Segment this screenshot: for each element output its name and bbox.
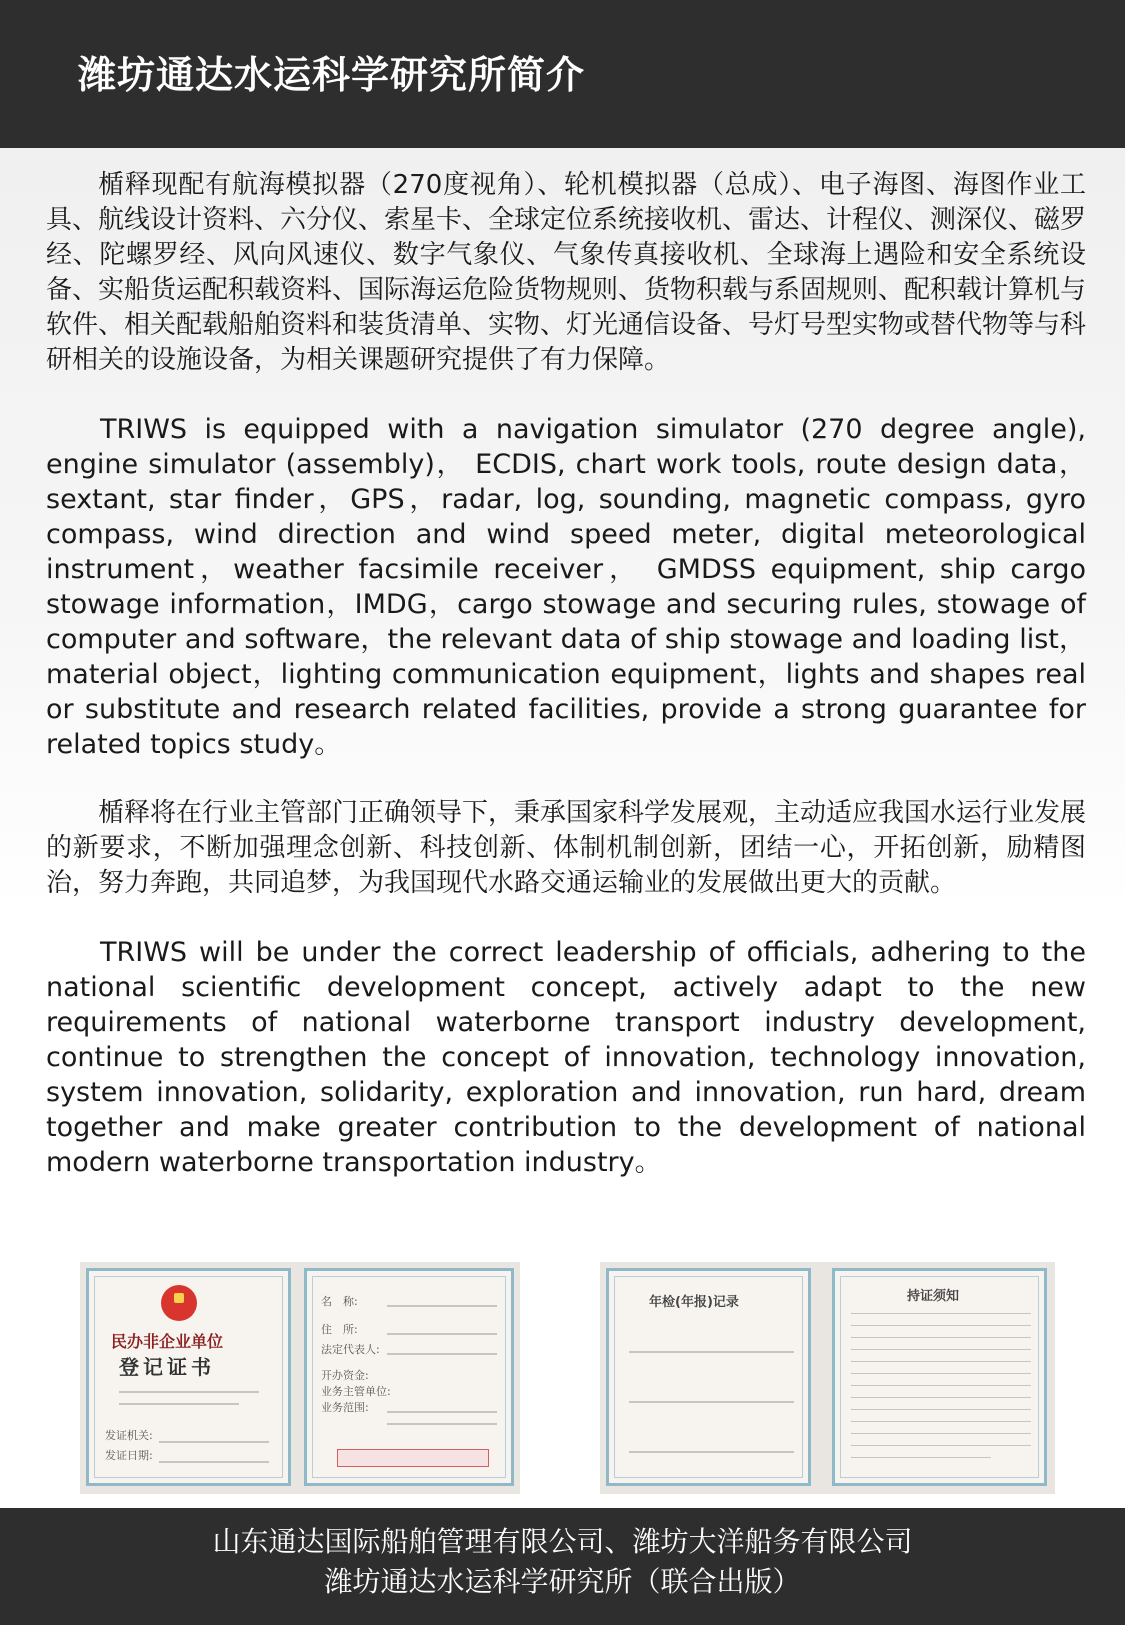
certificate-field-label: 法定代表人:: [321, 1343, 380, 1356]
certificate-org-type: 民办非企业单位: [111, 1332, 224, 1351]
certificate-field-label: 业务范围:: [321, 1401, 369, 1414]
certificate-images: [80, 1262, 1055, 1494]
page-footer: [0, 1508, 1125, 1625]
registration-certificate-image: [80, 1262, 520, 1494]
footer-joint-publication: 潍坊通达水运科学研究所（联合出版）: [324, 1565, 801, 1598]
paragraph-facilities-en: TRIWS is equipped with a navigation simulator (270 degree angle), engine simulator (assembly)， ECDIS, chart work tools, route design data，sextant, star finder，GPS，radar, log, sounding, magnetic compass, gyro compass, wind direction and wind speed meter, digital meteorological instrument，weather facsimile receiver， GMDSS equipment, ship cargo stowage information，IMDG，cargo stowage and securing rules, stowage of computer and software，the relevant data of ship stowage and loading list，material object，lighting communication equipment，lights and shapes real or substitute and research related facilities, provide a strong guarantee for related topics study。: [46, 414, 1086, 760]
national-emblem-icon: [161, 1285, 197, 1321]
record-left-page: [606, 1268, 811, 1486]
certificate-title: 登记证书: [119, 1355, 215, 1379]
page-header: [0, 0, 1125, 148]
certificate-issuer-label: 发证机关:: [105, 1429, 153, 1442]
article-body: [46, 168, 1086, 1180]
certificate-stamp: [337, 1449, 489, 1467]
record-right-page: [832, 1268, 1047, 1486]
record-right-title: 持证须知: [907, 1289, 960, 1304]
certificate-left-page: [86, 1268, 291, 1486]
certificate-field-label: 住 所:: [321, 1323, 358, 1336]
footer-publishers: 山东通达国际船舶管理有限公司、潍坊大洋船务有限公司: [212, 1525, 913, 1558]
paragraph-facilities-zh: 楯释现配有航海模拟器（270度视角）、轮机模拟器（总成）、电子海图、海图作业工具、航线设计资料、六分仪、索星卡、全球定位系统接收机、雷达、计程仪、测深仪、磁罗经、陀螺罗经、风向风速仪、数字气象仪、气象传真接收机、全球海上遇险和安全系统设备、实船货运配积载资料、国际海运危险货物规则、货物积载与系固规则、配积载计算机与软件、相关配载船舶资料和装货清单、实物、灯光通信设备、号灯号型实物或替代物等与科研相关的设施设备，为相关课题研究提供了有力保障。: [46, 170, 1087, 375]
paragraph-mission-en: TRIWS will be under the correct leadership of officials, adhering to the national scientific development concept, actively adapt to the new requirements of national waterborne transport industry development, continue to strengthen the concept of innovation, technology innovation, system innovation, solidarity, exploration and innovation, run hard, dream together and make greater contribution to the development of national modern waterborne transportation industry。: [46, 937, 1086, 1178]
annual-inspection-record-image: [600, 1262, 1055, 1494]
record-left-title: 年检(年报)记录: [649, 1295, 739, 1310]
page-title: 潍坊通达水运科学研究所简介: [78, 53, 586, 97]
certificate-field-label: 业务主管单位:: [321, 1385, 391, 1398]
certificate-field-label: 名 称:: [321, 1295, 358, 1308]
certificate-right-page: [304, 1268, 514, 1486]
certificate-date-label: 发证日期:: [105, 1449, 153, 1462]
certificate-field-label: 开办资金:: [321, 1369, 369, 1382]
paragraph-mission-zh: 楯释将在行业主管部门正确领导下，秉承国家科学发展观，主动适应我国水运行业发展的新要求，不断加强理念创新、科技创新、体制机制创新，团结一心，开拓创新，励精图治，努力奔跑，共同追梦，为我国现代水路交通运输业的发展做出更大的贡献。: [46, 798, 1087, 898]
